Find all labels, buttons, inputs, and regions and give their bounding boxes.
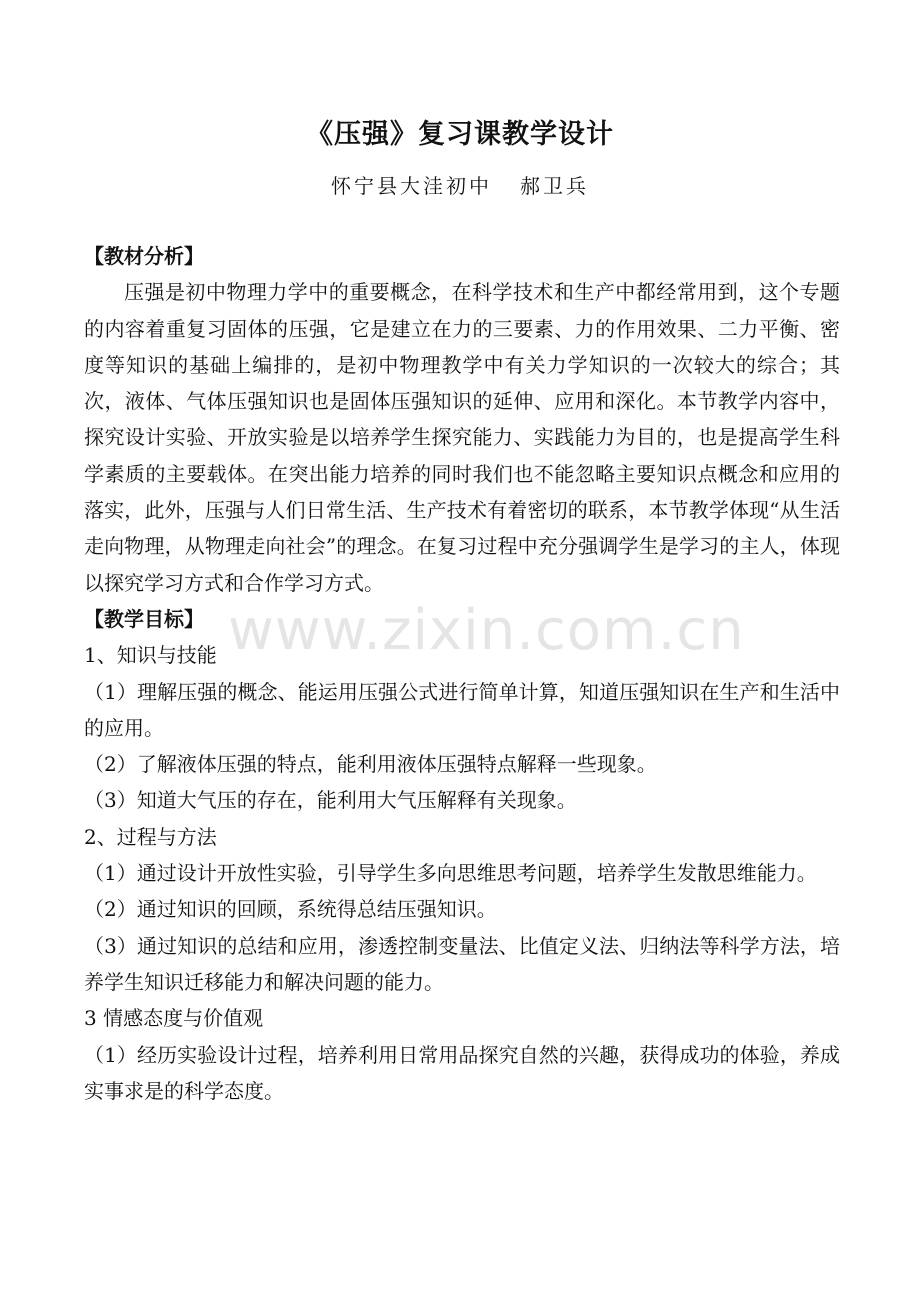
section-heading-analysis: 【教材分析】 xyxy=(84,244,204,268)
goal-item: （1）理解压强的概念、能运用压强公式进行简单计算，知道压强知识在生产和生活中的应用。 xyxy=(84,679,840,740)
document-title: 《压强》复习课教学设计 xyxy=(306,119,614,150)
document-body xyxy=(84,238,840,1109)
goal-item: （2）通过知识的回顾，系统得总结压强知识。 xyxy=(84,897,497,922)
goal-item: （2）了解液体压强的特点，能利用液体压强特点解释一些现象。 xyxy=(84,752,657,777)
goal-item: （3）知道大气压的存在，能利用大气压解释有关现象。 xyxy=(84,788,577,813)
goal-item: （3）通过知识的总结和应用，渗透控制变量法、比值定义法、归纳法等科学方法，培养学生知识迁移能力和解决问题的能力。 xyxy=(84,933,840,994)
subsection-title-process: 2、过程与方法 xyxy=(84,824,217,849)
goal-item: （1）通过设计开放性实验，引导学生多向思维思考问题，培养学生发散思维能力。 xyxy=(84,861,817,886)
section-heading-goals: 【教学目标】 xyxy=(84,606,204,631)
analysis-paragraph: 压强是初中物理力学中的重要概念，在科学技术和生产中都经常用到，这个专题的内容着重复习固体的压强，它是建立在力的三要素、力的作用效果、二力平衡、密度等知识的基础上编排的，是初中物理教学中有关力学知识的一次较大的综合；其次，液体、气体压强知识也是固体压强知识的延伸、应用和深化。本节教学内容中，探究设计实验、开放实验是以培养学生探究能力、实践能力为目的，也是提高学生科学素质的主要载体。在突出能力培养的同时我们也不能忽略主要知识点概念和应用的落实，此外，压强与人们日常生活、生产技术有着密切的联系，本节教学体现“从生活走向物理，从物理走向社会”的理念。在复习过程中充分强调学生是学习的主人，体现以探究学习方式和合作学习方式。 xyxy=(84,280,840,595)
subsection-title-knowledge: 1、知识与技能 xyxy=(84,643,217,668)
goal-item: （1）经历实验设计过程，培养利用日常用品探究自然的兴趣，获得成功的体验，养成实事求是的科学态度。 xyxy=(84,1042,840,1103)
watermark-text: www.zixin.com.cn xyxy=(228,598,745,663)
subsection-title-emotion: 3 情感态度与价值观 xyxy=(84,1006,264,1031)
author-line: 怀宁县大洼初中 郝卫兵 xyxy=(330,174,590,198)
